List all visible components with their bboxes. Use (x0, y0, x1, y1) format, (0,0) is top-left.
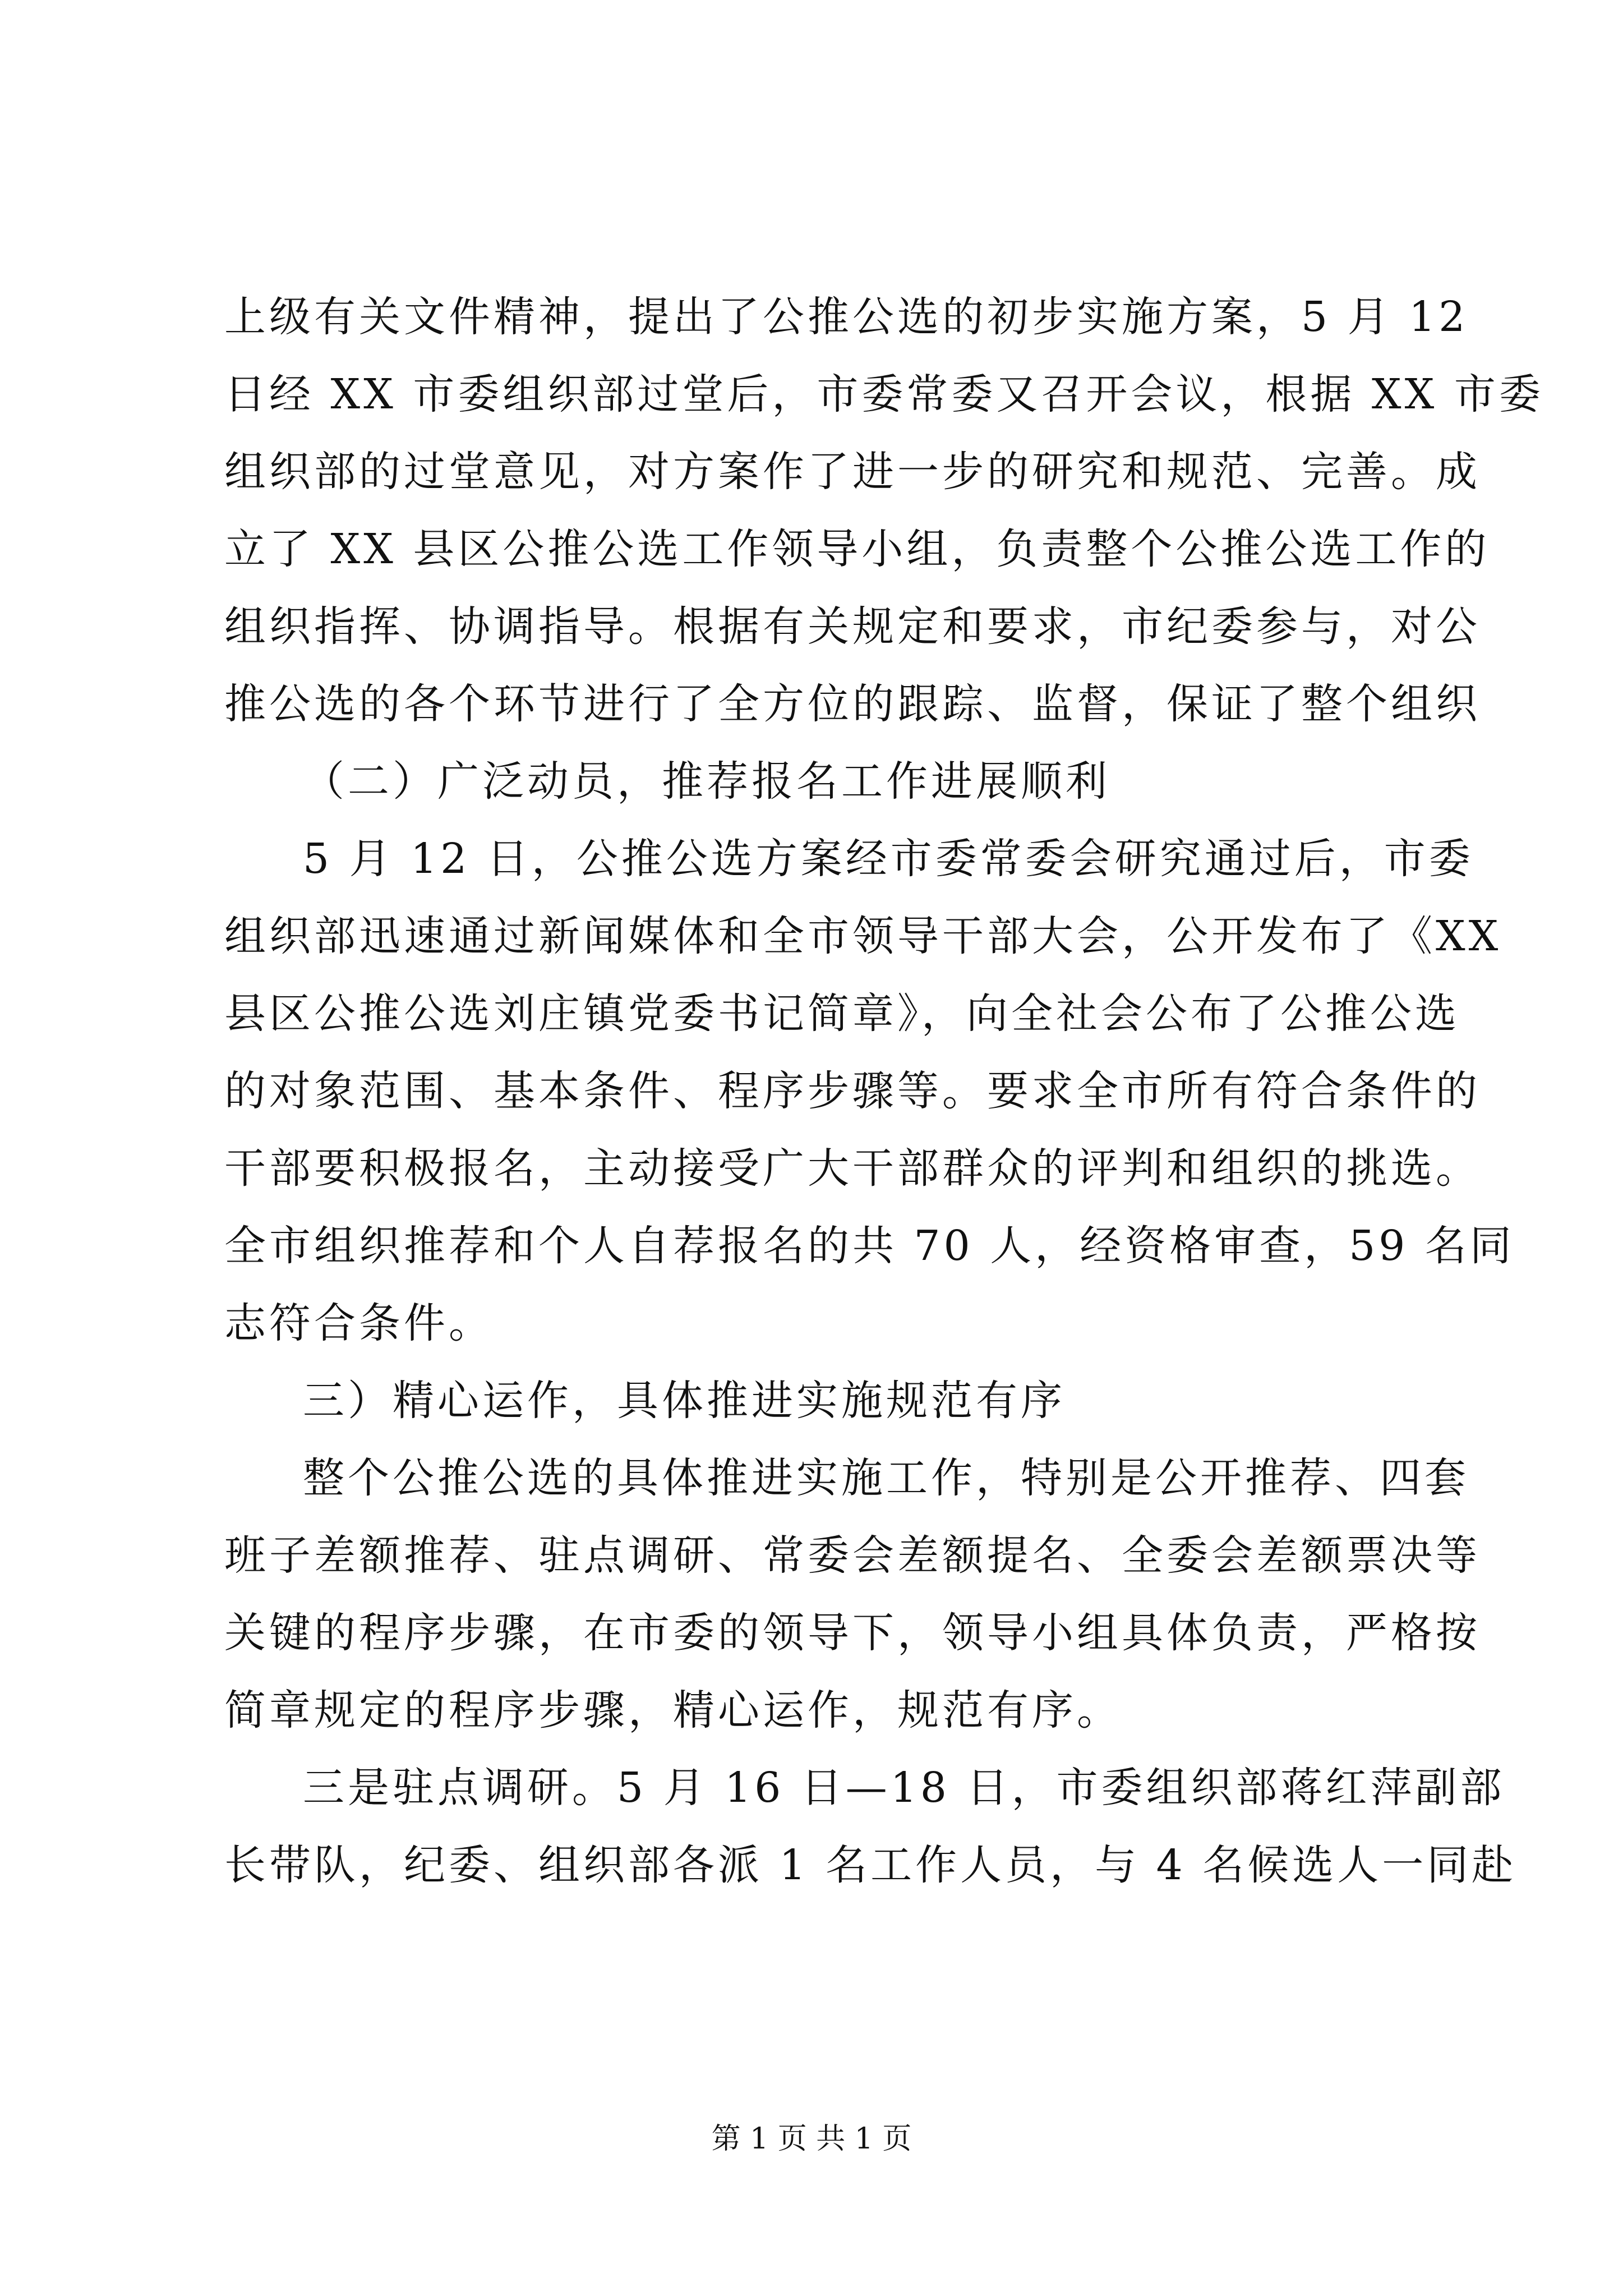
section-heading: （二）广泛动员，推荐报名工作进展顺利 (303, 757, 1110, 806)
body-text-line: 班子差额推荐、驻点调研、常委会差额提名、全委会差额票决等 (224, 1531, 1481, 1580)
body-text-line: 县区公推公选刘庄镇党委书记简章》，向全社会公布了公推公选 (224, 990, 1460, 1038)
body-text-line: 的对象范围、基本条件、程序步骤等。要求全市所有符合条件的 (224, 1067, 1481, 1115)
body-text-line: 组织部的过堂意见，对方案作了进一步的研究和规范、完善。成 (224, 448, 1481, 496)
body-text-line: 长带队，纪委、组织部各派 1 名工作人员，与 4 名候选人一同赴 (224, 1841, 1517, 1889)
body-text-line: 上级有关文件精神，提出了公推公选的初步实施方案，5 月 12 (224, 293, 1469, 341)
page-footer: 第 1 页 共 1 页 (711, 2122, 912, 2156)
body-text-line: 干部要积极报名，主动接受广大干部群众的评判和组织的挑选。 (224, 1144, 1481, 1193)
body-text-line: 组织部迅速通过新闻媒体和全市领导干部大会，公开发布了《XX (224, 912, 1502, 960)
body-text-line: 全市组织推荐和个人自荐报名的共 70 人，经资格审查，59 名同 (224, 1222, 1515, 1270)
body-text-line: 组织指挥、协调指导。根据有关规定和要求，市纪委参与，对公 (224, 602, 1481, 651)
body-text-line: 三是驻点调研。5 月 16 日—18 日，市委组织部蒋红萍副部 (303, 1764, 1505, 1812)
body-text-line: 5 月 12 日，公推公选方案经市委常委会研究通过后，市委 (303, 835, 1474, 883)
body-text-line: 志符合条件。 (224, 1299, 494, 1347)
body-text-line: 关键的程序步骤，在市委的领导下，领导小组具体负责，严格按 (224, 1609, 1481, 1657)
body-text-line: 推公选的各个环节进行了全方位的跟踪、监督，保证了整个组织 (224, 680, 1481, 728)
body-text-line: 简章规定的程序步骤，精心运作，规范有序。 (224, 1686, 1122, 1734)
section-heading: 三）精心运作，具体推进实施规范有序 (303, 1377, 1066, 1425)
body-text-line: 日经 XX 市委组织部过堂后，市委常委又召开会议，根据 XX 市委 (224, 370, 1544, 418)
body-text-line: 整个公推公选的具体推进实施工作，特别是公开推荐、四套 (303, 1454, 1469, 1502)
body-text-line: 立了 XX 县区公推公选工作领导小组，负责整个公推公选工作的 (224, 525, 1490, 573)
